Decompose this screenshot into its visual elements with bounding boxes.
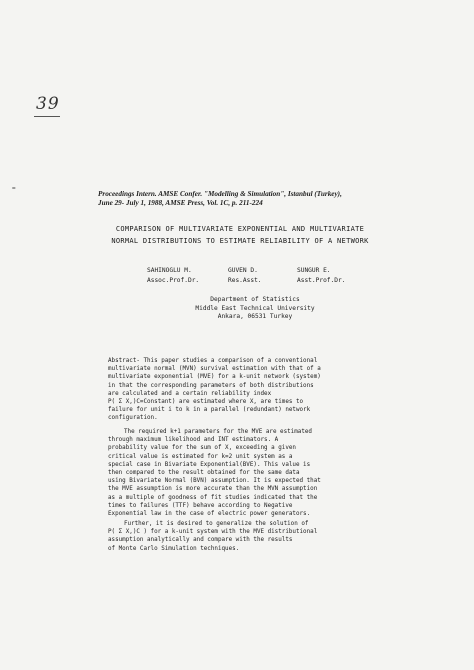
- header-line: June 29- July 1, 1988, AMSE Press, Vol. 1C, p. 211-224: [98, 199, 263, 207]
- text-line: Abstract- This paper studies a comparison of a conventional: [108, 358, 318, 364]
- margin-mark: =: [12, 185, 16, 192]
- text-line: probability value for the sum of X, exceeding a given: [108, 445, 296, 452]
- affiliation: [130, 296, 380, 322]
- text-line: P( Σ X,)C ) for a k-unit system with the MVE distributional: [108, 529, 318, 536]
- author-title: Asst.Prof.Dr.: [297, 277, 346, 284]
- affiliation-line: Department of Statistics: [210, 296, 300, 303]
- text-line: using Bivariate Normal (BVN) assumption. It is expected that: [108, 478, 321, 485]
- text-line: The required k+1 parameters for the MVE are estimated: [124, 429, 312, 435]
- text-line: as a multiple of goodness of fit studies indicated that the: [108, 494, 318, 501]
- affiliation-line: Middle East Technical University: [195, 304, 315, 312]
- text-line: in that the corresponding parameters of both distributions: [108, 382, 314, 389]
- paper-title: [60, 223, 420, 247]
- text-line: the MVE assumption is more accurate than the MVN assumption: [108, 486, 318, 493]
- author-name: GUVEN D.: [228, 267, 258, 274]
- text-line: special case in Bivariate Exponential(BVE). This value is: [108, 461, 311, 468]
- text-line: critical value is estimated for k=2 unit system as a: [108, 453, 293, 460]
- proceedings-header: [98, 190, 418, 208]
- author-name: SUNGUR E.: [297, 267, 331, 274]
- author-block: [297, 266, 345, 286]
- author-block: [228, 266, 262, 286]
- author-title: Res.Asst.: [228, 277, 262, 284]
- text-line: are calculated and a certain reliability index: [108, 390, 272, 397]
- text-line: then compared to the result obtained for the same data: [108, 470, 300, 477]
- text-line: times to failures (TTF) behave according to Negative: [108, 502, 293, 509]
- page-number-underline: [34, 116, 60, 117]
- text-line: assumption analytically and compare with the results: [108, 537, 293, 544]
- author-title: Assoc.Prof.Dr.: [147, 277, 200, 284]
- text-line: failure for unit i to k in a parallel (redundant) network: [108, 407, 311, 414]
- title-line: COMPARISON OF MULTIVARIATE EXPONENTIAL AND MULTIVARIATE: [115, 225, 365, 233]
- author-name: SAHINOGLU M.: [147, 267, 192, 274]
- text-line: multivariate normal (MVN) survival estimation with that of a: [108, 366, 321, 373]
- page-number: 39: [36, 94, 60, 114]
- abstract-paragraph-2: [108, 428, 423, 518]
- header-line: Proceedings Intern. AMSE Confer. "Modelling & Simulation", Istanbul (Turkey),: [98, 190, 342, 198]
- text-line: through maximum likelihood and INT estimators. A: [108, 437, 279, 444]
- author-block: [147, 266, 199, 286]
- text-line: of Monte Carlo Simulation techniques.: [108, 545, 240, 552]
- text-line: Further, it is desired to generalize the solution of: [124, 521, 309, 527]
- text-line: configuration.: [108, 415, 158, 422]
- text-line: Exponential law in the case of electric power generators.: [108, 511, 311, 518]
- abstract-paragraph-3: [108, 520, 423, 553]
- title-line: NORMAL DISTRIBUTIONS TO ESTIMATE RELIABILITY OF A NETWORK: [111, 237, 369, 245]
- affiliation-line: Ankara, 06531 Turkey: [217, 313, 293, 320]
- text-line: P( Σ X,)C=Constant) are estimated where X, are times to: [108, 399, 304, 406]
- abstract-paragraph-1: [108, 357, 423, 423]
- text-line: multivariate exponential (MVE) for a k-unit network (system): [108, 374, 321, 381]
